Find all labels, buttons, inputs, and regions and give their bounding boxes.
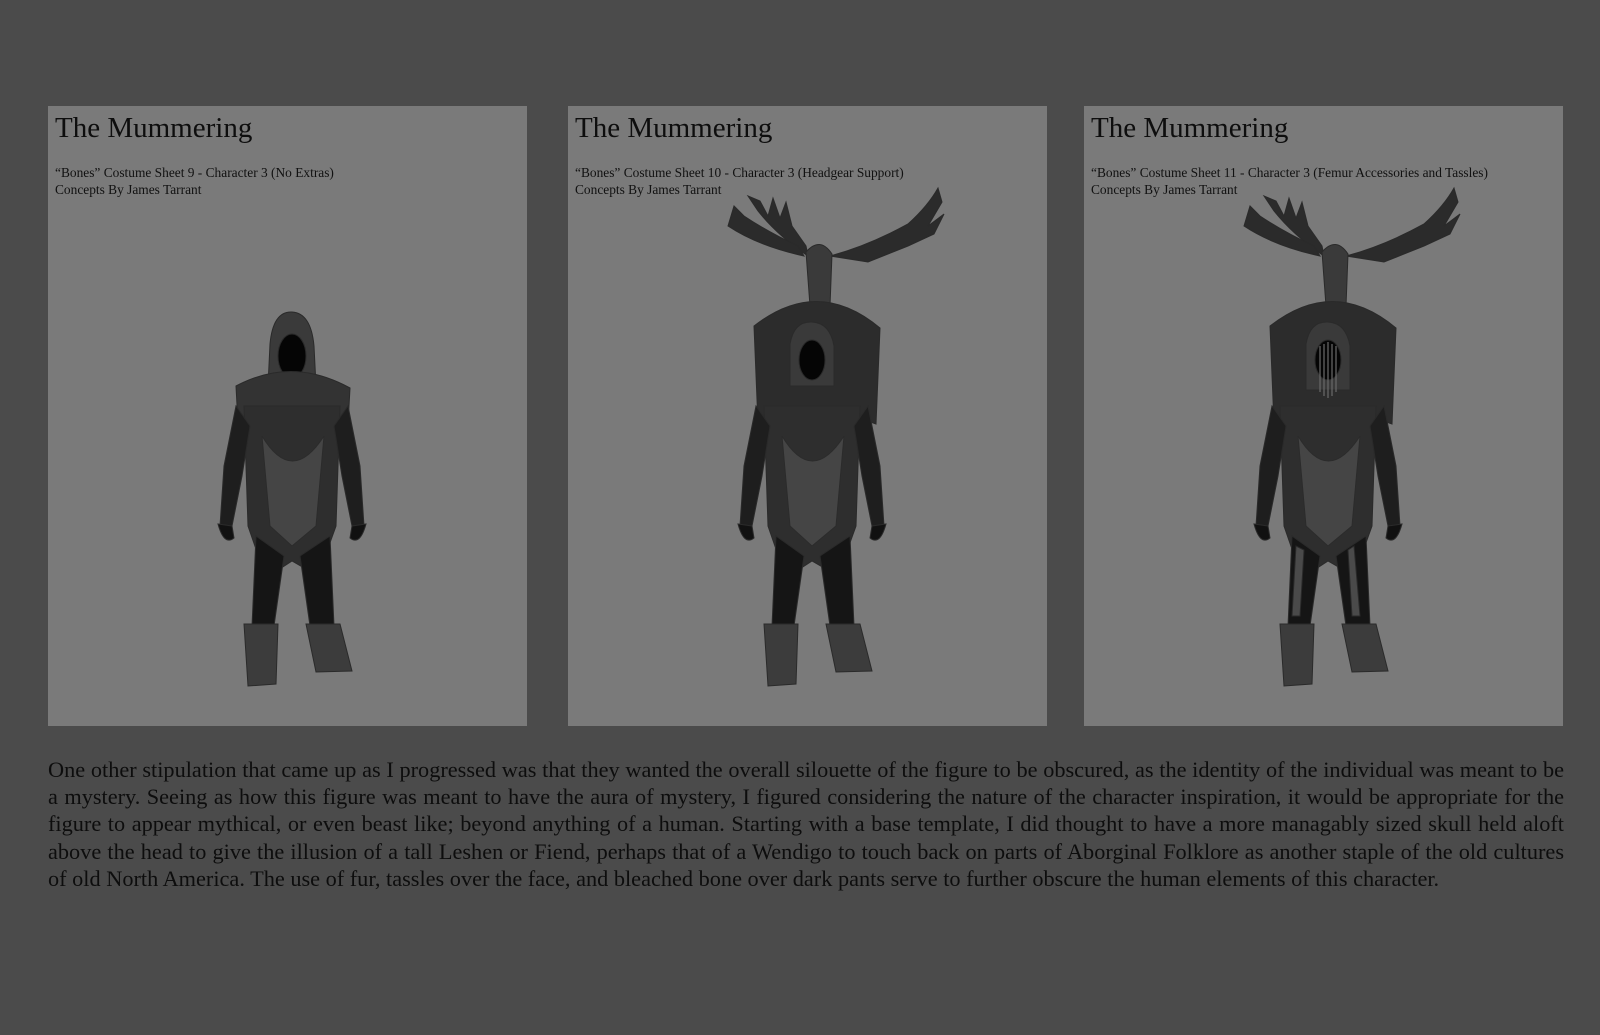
costume-sheet-9 bbox=[48, 106, 527, 726]
antlered-tassled-figure-illustration bbox=[1084, 106, 1563, 726]
sheet-title: The Mummering bbox=[575, 112, 773, 144]
sheet-caption-line2: Concepts By James Tarrant bbox=[55, 182, 202, 197]
description-paragraph: One other stipulation that came up as I progressed was that they wanted the overall silouette of the figure to be obscured, as the identity of the individual was meant to be a mystery. Seeing as how this figure was meant to have the aura of mystery, I figured considering the nature of the character inspiration, it would be appropriate for the figure to appear mythical, or even beast like; beyond anything of a human. Starting with a base template, I did thought to have a more managably sized skull held aloft above the head to give the illusion of a tall Leshen or Fiend, perhaps that of a Wendigo to touch back on parts of Aborginal Folklore as another staple of the old cultures of old North America. The use of fur, tassles over the face, and bleached bone over dark pants serve to further obscure the human elements of this character. bbox=[48, 757, 1564, 891]
sheet-caption-line1: “Bones” Costume Sheet 9 - Character 3 (No Extras) bbox=[55, 165, 334, 180]
costume-sheet-11 bbox=[1084, 106, 1563, 726]
sheet-caption-line1: “Bones” Costume Sheet 11 - Character 3 (Femur Accessories and Tassles) bbox=[1091, 165, 1488, 180]
hooded-figure-illustration bbox=[48, 106, 527, 726]
sheet-title: The Mummering bbox=[1091, 112, 1289, 144]
sheet-caption-line2: Concepts By James Tarrant bbox=[1091, 182, 1238, 197]
antlered-figure-illustration bbox=[568, 106, 1047, 726]
sheet-caption-line2: Concepts By James Tarrant bbox=[575, 182, 722, 197]
sheet-caption-line1: “Bones” Costume Sheet 10 - Character 3 (Headgear Support) bbox=[575, 165, 904, 180]
sheet-title: The Mummering bbox=[55, 112, 253, 144]
costume-sheet-10 bbox=[568, 106, 1047, 726]
